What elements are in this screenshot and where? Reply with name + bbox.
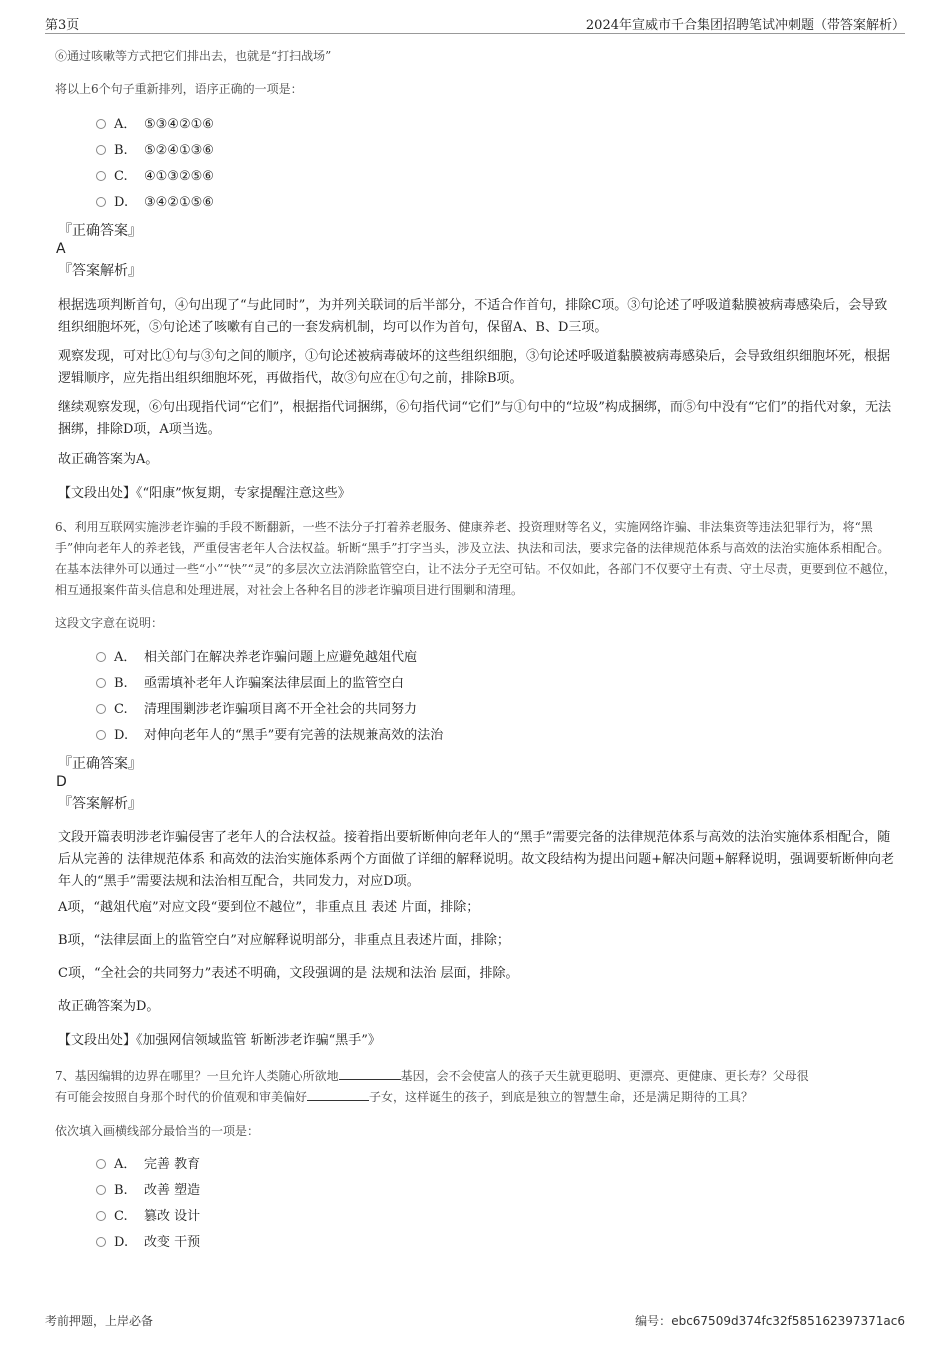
q6-answer-label: 『正确答案』 xyxy=(58,756,142,772)
q5-option-c[interactable]: C. ④①③②⑤⑥ xyxy=(96,167,214,187)
q6-source: 【文段出处】《加强网信领域监管 斩断涉老诈骗“黑手”》 xyxy=(58,1033,381,1048)
q6-analysis-3: B项，“法律层面上的监管空白”对应解释说明部分，非重点且表述片面，排除； xyxy=(58,933,510,948)
q7-stem-line1: 7、基因编辑的边界在哪里？一旦允许人类随心所欲地 基因，会不会使富人的孩子天生就更聪明、更漂亮、更健康、更长寿？父母很 xyxy=(55,1069,809,1083)
q5-analysis-1: 根据选项判断首句，④句出现了“与此同时”，为并列关联词的后半部分，不适合作首句，排除C项。③句论述了呼吸道黏膜被病毒感染后，会导致组织细胞坏死，⑤句论述了咳嗽有自己的一套发病机制，均可以作为首句，保留A、B、D三项。 xyxy=(58,298,888,335)
fill-blank-1[interactable] xyxy=(339,1068,401,1080)
q7-option-c[interactable]: C. 篡改 设计 xyxy=(96,1207,200,1227)
radio-icon[interactable] xyxy=(96,1237,106,1247)
radio-icon[interactable] xyxy=(96,1159,106,1169)
q6-prompt: 这段文字意在说明： xyxy=(55,616,164,630)
q5-answer: A xyxy=(56,241,66,257)
q6-answer: D xyxy=(56,774,67,790)
radio-icon[interactable] xyxy=(96,678,106,688)
q6-option-d[interactable]: D. 对伸向老年人的“黑手”要有完善的法规兼高效的法治 xyxy=(96,726,443,746)
q6-analysis-4: C项，“全社会的共同努力”表述不明确，文段强调的是 法规和法治 层面，排除。 xyxy=(58,966,519,981)
q6-option-a[interactable]: A． 相关部门在解决养老诈骗问题上应避免越俎代庖 xyxy=(96,648,417,668)
q5-line6: ⑥通过咳嗽等方式把它们排出去，也就是“打扫战场” xyxy=(55,49,332,63)
radio-icon[interactable] xyxy=(96,1185,106,1195)
q5-analysis-3: 继续观察发现，⑥句出现指代词“它们”，根据指代词捆绑，⑥句指代词“它们”与①句中的“垃圾”构成捆绑，而⑤句中没有“它们”的指代对象，无法捆绑，排除D项，A项当选。 xyxy=(58,400,892,437)
q6-stem: 6、利用互联网实施涉老诈骗的手段不断翻新，一些不法分子打着养老服务、健康养老、投资理财等名义，实施网络诈骗、非法集资等违法犯罪行为，将“黑手”伸向老年人的养老钱，严重侵害老年人合法权益。斩断“黑手”打字当头，涉及立法、执法和司法，要求完备的法律规范体系与高效的法治实施体系相配合。在基本法律外可以通过一些“小”“快”“灵”的多层次立法消除监管空白，让不法分子无空可钻。不仅如此，各部门不仅要守土有责、守土尽责，更要到位不越位，相互通报案件苗头信息和处理进展，对社会上各种名目的涉老诈骗项目进行围剿和清理。 xyxy=(55,520,896,597)
q6-option-c[interactable]: C. 清理围剿涉老诈骗项目离不开全社会的共同努力 xyxy=(96,700,417,720)
radio-icon[interactable] xyxy=(96,119,106,129)
radio-icon[interactable] xyxy=(96,1211,106,1221)
q7-option-b[interactable]: B. 改善 塑造 xyxy=(96,1181,200,1201)
q5-source: 【文段出处】《“阳康”恢复期，专家提醒注意这些》 xyxy=(58,486,351,501)
radio-icon[interactable] xyxy=(96,730,106,740)
page-number: 第3页 xyxy=(45,18,80,33)
q7-option-a[interactable]: A． 完善 教育 xyxy=(96,1155,200,1175)
q5-option-b[interactable]: B. ⑤②④①③⑥ xyxy=(96,141,214,161)
q5-option-a[interactable]: A． ⑤③④②①⑥ xyxy=(96,115,214,135)
q5-analysis-2: 观察发现，可对比①句与③句之间的顺序，①句论述被病毒破坏的这些组织细胞，③句论述呼吸道黏膜被病毒感染后，会导致组织细胞坏死，根据逻辑顺序，应先指出组织细胞坏死，再做指代，故③句应在①句之前，排除B项。 xyxy=(58,349,891,386)
document-code: 编号：ebc67509d374fc32f585162397371ac6 xyxy=(635,1314,905,1328)
q5-option-d[interactable]: D. ③④②①⑤⑥ xyxy=(96,193,214,213)
page-header xyxy=(45,14,905,34)
radio-icon[interactable] xyxy=(96,652,106,662)
fill-blank-2[interactable] xyxy=(307,1089,369,1101)
q7-option-d[interactable]: D. 改变 干预 xyxy=(96,1233,200,1253)
footer-slogan: 考前押题，上岸必备 xyxy=(45,1314,154,1328)
radio-icon[interactable] xyxy=(96,704,106,714)
q5-analysis-label: 『答案解析』 xyxy=(58,263,142,279)
q6-analysis-label: 『答案解析』 xyxy=(58,796,142,812)
q6-analysis-5: 故正确答案为D。 xyxy=(58,999,160,1014)
radio-icon[interactable] xyxy=(96,197,106,207)
q6-analysis-1: 文段开篇表明涉老诈骗侵害了老年人的合法权益。接着指出要斩断伸向老年人的“黑手”需要完备的法律规范体系与高效的法治实施体系相配合，随后从完善的 法律规范体系 和高效的法治实施体系两个方面做了详细的解释说明。故文段结构为提出问题+解决问题+解释说明，强调要斩断伸向老年人的“黑手”需要法规和法治相互配合，共同发力，对应D项。 xyxy=(58,830,895,889)
q6-option-b[interactable]: B. 亟需填补老年人诈骗案法律层面上的监管空白 xyxy=(96,674,404,694)
q7-prompt: 依次填入画横线部分最恰当的一项是： xyxy=(55,1124,260,1138)
q7-stem-line2: 有可能会按照自身那个时代的价值观和审美偏好 子女，这样诞生的孩子，到底是独立的智慧生命，还是满足期待的工具？ xyxy=(55,1090,754,1104)
q5-answer-label: 『正确答案』 xyxy=(58,223,142,239)
radio-icon[interactable] xyxy=(96,171,106,181)
q5-analysis-4: 故正确答案为A。 xyxy=(58,452,159,467)
radio-icon[interactable] xyxy=(96,145,106,155)
q5-prompt: 将以上6个句子重新排列，语序正确的一项是： xyxy=(55,82,303,96)
q6-analysis-2: A项，“越俎代庖”对应文段“要到位不越位”，非重点且 表述 片面，排除； xyxy=(58,900,480,915)
document-title: 2024年宣威市千合集团招聘笔试冲刺题（带答案解析） xyxy=(585,18,905,33)
